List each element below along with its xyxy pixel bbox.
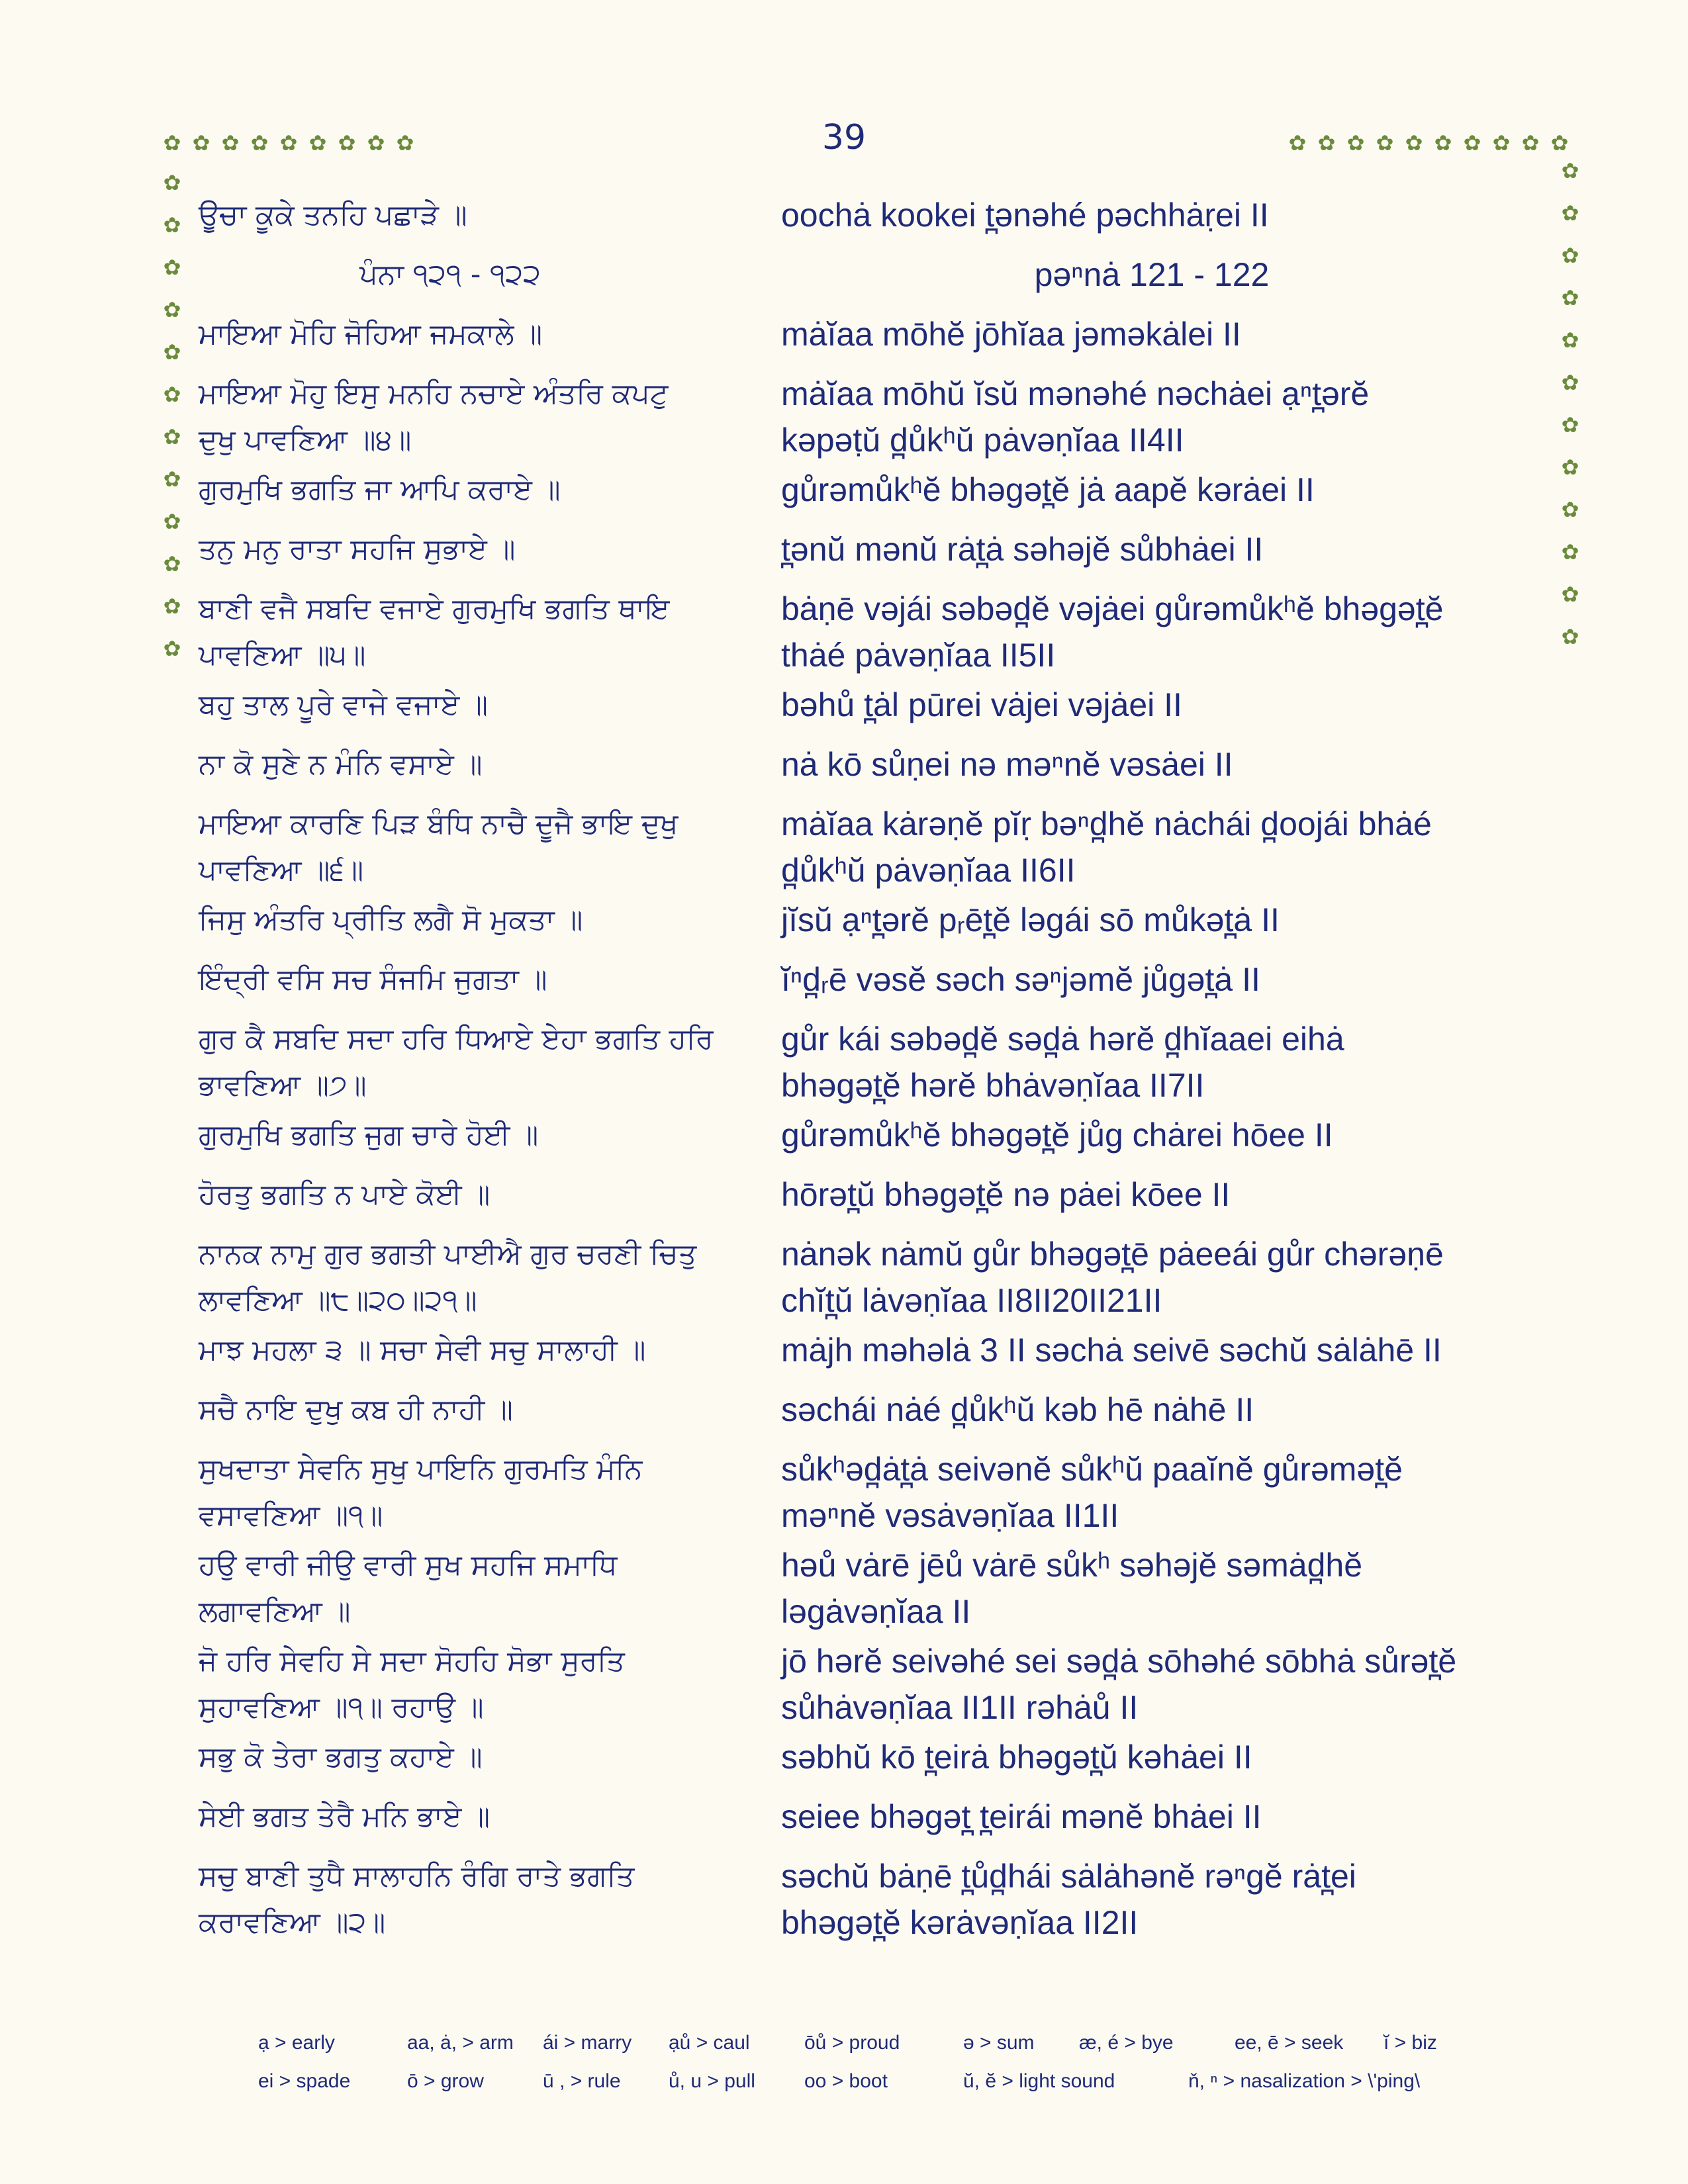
gurmukhi-text: ਮਾਇਆ ਮੋਹੁ ਇਸੁ ਮਨਹਿ ਨਚਾਏ ਅੰਤਰਿ ਕਪਟੁ ਦੁਖੁ ਪਾਵਣਿਆ ॥੪॥: [199, 377, 669, 457]
flower-ornament-icon: ✿: [163, 340, 181, 365]
verse-row: [199, 371, 1536, 467]
transliteration-text: mȧjh məhəlȧ 3 II səchȧ seivē səchŭ sȧlȧhē II: [781, 1332, 1442, 1369]
gurmukhi-text: ਮਾਇਆ ਕਾਰਣਿ ਪਿੜ ਬੰਧਿ ਨਾਚੈ ਦੂਜੈ ਭਾਇ ਦੁਖੁ ਪਾਵਣਿਆ ॥੬॥: [199, 807, 679, 887]
verse-row: [199, 1016, 1536, 1112]
verse-row: [199, 801, 1536, 897]
verse-row: [199, 741, 1536, 801]
transliteration-text: hōrət̪ŭ bhəgət̪ĕ nə pȧei kōee II: [781, 1176, 1231, 1213]
flower-ornament-icon: ✿: [1288, 130, 1307, 156]
legend-item: ei > spade: [258, 2070, 351, 2092]
flower-ornament-icon: ✿: [250, 130, 269, 156]
verse-row: [199, 1112, 1536, 1171]
verse-row: [199, 311, 1536, 371]
flower-ornament-icon: ✿: [1492, 130, 1511, 156]
legend-item: ạ > early: [258, 2032, 335, 2054]
flower-ornament-icon: ✿: [308, 130, 327, 156]
flower-ornament-icon: ✿: [163, 594, 181, 619]
verse-row: [199, 682, 1536, 741]
flower-ornament-icon: ✿: [367, 130, 385, 156]
verse-row: [199, 1638, 1536, 1734]
gurmukhi-text: ਬਾਣੀ ਵਜੈ ਸਬਦਿ ਵਜਾਏ ਗੁਰਮੁਖਿ ਭਗਤਿ ਥਾਇ ਪਾਵਣਿਆ ॥੫॥: [199, 592, 670, 672]
verse-row: [199, 586, 1536, 682]
verse-row: [199, 1387, 1536, 1446]
legend-row: [258, 2032, 1516, 2070]
flower-ornament-icon: ✿: [192, 130, 211, 156]
transliteration-text: sůkʰəd̪ȧt̪ȧ seivənĕ sůkʰŭ paaĭnĕ gůrəmət̪ĕ məⁿnĕ vəsȧvəṇĭaa II1II: [781, 1451, 1403, 1534]
transliteration-text: səchái nȧé d̪ůkʰŭ kəb hē nȧhē II: [781, 1391, 1254, 1428]
legend-item: ů, u > pull: [669, 2070, 755, 2092]
legend-item: ū , > rule: [543, 2070, 621, 2092]
gurmukhi-text: ਨਾਨਕ ਨਾਮੁ ਗੁਰ ਭਗਤੀ ਪਾਈਐ ਗੁਰ ਚਰਣੀ ਚਿਤੁ ਲਾਵਣਿਆ ॥੮॥੨੦॥੨੧॥: [199, 1238, 697, 1317]
legend-item: ň, ⁿ > nasalization > \'ping\: [1188, 2070, 1421, 2092]
flower-ornament-icon: ✿: [1561, 201, 1579, 226]
gurmukhi-text: ਊਚਾ ਕੂਕੇ ਤਨਹਿ ਪਛਾੜੇ ॥: [199, 199, 467, 232]
transliteration-text: nȧnək nȧmŭ gůr bhəgət̪ē pȧeeái gůr chərəṇē chĭt̪ŭ lȧvəṇĭaa II8II20II21II: [781, 1236, 1444, 1319]
flower-ornament-icon: ✿: [279, 130, 298, 156]
gurmukhi-text: ਪੰਨਾ ੧੨੧ - ੧੨੨: [359, 258, 541, 291]
transliteration-text: bəhů t̪ȧl pūrei vȧjei vəjȧei II: [781, 686, 1182, 723]
flower-ornament-icon: ✿: [1561, 412, 1579, 437]
flower-ornament-icon: ✿: [1561, 243, 1579, 268]
flower-ornament-icon: ✿: [396, 130, 414, 156]
flower-ornament-icon: ✿: [163, 130, 181, 156]
gurmukhi-text: ਹੋਰਤੁ ਭਗਤਿ ਨ ਪਾਏ ਕੋਈ ॥: [199, 1178, 491, 1211]
transliteration-text: səchŭ bȧṇē t̪ůd̪hái sȧlȧhənĕ rəⁿgĕ rȧt̪ei bhəgət̪ĕ kərȧvəṇĭaa II2II: [781, 1858, 1356, 1941]
flower-ornament-icon: ✿: [1550, 130, 1569, 156]
gurmukhi-text: ਸਭੁ ਕੋ ਤੇਰਾ ਭਗਤੁ ਕਹਾਏ ॥: [199, 1741, 483, 1774]
verse-row: [199, 192, 1536, 251]
legend-row: [258, 2070, 1516, 2109]
flower-ornament-icon: ✿: [338, 130, 356, 156]
gurmukhi-text: ਮਾਇਆ ਮੋਹਿ ਜੋਹਿਆ ਜਮਕਾਲੇ ॥: [199, 318, 543, 351]
transliteration-text: həů vȧrē jēů vȧrē sůkʰ səhəjĕ səmȧd̪hĕ ləgȧvəṇĭaa II: [781, 1547, 1363, 1630]
verse-row: [199, 1327, 1536, 1387]
gurmukhi-text: ਸਚੁ ਬਾਣੀ ਤੁਧੈ ਸਾਲਾਹਨਿ ਰੰਗਿ ਰਾਤੇ ਭਗਤਿ ਕਰਾਵਣਿਆ ॥੨॥: [199, 1860, 635, 1939]
flower-ornament-icon: ✿: [163, 551, 181, 576]
flower-ornament-icon: ✿: [163, 636, 181, 661]
legend-item: ə > sum: [963, 2032, 1035, 2054]
verse-row: [199, 1853, 1536, 1949]
flower-ornament-icon: ✿: [1376, 130, 1394, 156]
verse-row: [199, 1794, 1536, 1853]
gurmukhi-text: ਸਚੈ ਨਾਇ ਦੁਖੁ ਕਬ ਹੀ ਨਾਹੀ ॥: [199, 1393, 513, 1426]
legend-item: ĭ > biz: [1383, 2032, 1437, 2054]
verse-row: [199, 467, 1536, 526]
verse-row: [199, 1542, 1536, 1638]
transliteration-text: pəⁿnȧ 121 - 122: [1034, 256, 1270, 293]
transliteration-text: jō hərĕ seivəhé sei səd̪ȧ sōhəhé sōbhȧ sůrət̪ĕ sůhȧvəṇĭaa II1II rəhȧů II: [781, 1643, 1457, 1726]
flower-ornament-icon: ✿: [1561, 158, 1579, 183]
legend-item: ōů > proud: [804, 2032, 900, 2054]
legend-item: æ, é > bye: [1079, 2032, 1174, 2054]
flower-ornament-icon: ✿: [1561, 624, 1579, 649]
legend-item: aa, ȧ, > arm: [407, 2032, 514, 2054]
page-number: 39: [821, 118, 867, 158]
gurmukhi-text: ਹਉ ਵਾਰੀ ਜੀਉ ਵਾਰੀ ਸੁਖ ਸਹਜਿ ਸਮਾਧਿ ਲਗਾਵਣਿਆ ॥: [199, 1549, 618, 1628]
pronunciation-legend: [258, 2032, 1516, 2109]
transliteration-text: bȧṇē vəjái səbəd̪ĕ vəjȧei gůrəmůkʰĕ bhəgət̪ĕ thȧé pȧvəṇĭaa II5II: [781, 590, 1444, 674]
legend-item: oo > boot: [804, 2070, 888, 2092]
gurmukhi-text: ਤਨੁ ਮਨੁ ਰਾਤਾ ਸਹਜਿ ਸੁਭਾਏ ॥: [199, 533, 516, 566]
flower-ornament-icon: ✿: [163, 255, 181, 280]
legend-item: ee, ē > seek: [1235, 2032, 1344, 2054]
verse-row: [199, 897, 1536, 956]
flower-ornament-icon: ✿: [1561, 582, 1579, 607]
transliteration-text: seiee bhəgət̪ t̪eirái mənĕ bhȧei II: [781, 1798, 1262, 1835]
transliteration-text: səbhŭ kō t̪eirȧ bhəgət̪ŭ kəhȧei II: [781, 1739, 1252, 1776]
gurmukhi-text: ਨਾ ਕੋ ਸੁਣੇ ਨ ਮੰਨਿ ਵਸਾਏ ॥: [199, 748, 483, 781]
flower-ornament-icon: ✿: [1561, 455, 1579, 480]
gurmukhi-text: ਸੇਈ ਭਗਤ ਤੇਰੈ ਮਨਿ ਭਾਏ ॥: [199, 1800, 491, 1833]
flower-ornament-icon: ✿: [1346, 130, 1365, 156]
flower-ornament-icon: ✿: [1561, 285, 1579, 310]
verse-row: [199, 526, 1536, 586]
flower-ornament-icon: ✿: [163, 170, 181, 195]
verse-row: [199, 956, 1536, 1016]
transliteration-text: mȧĭaa mōhĕ jōhĭaa jəməkȧlei II: [781, 316, 1241, 353]
flower-ornament-icon: ✿: [163, 382, 181, 407]
verse-row: [199, 1171, 1536, 1231]
flower-ornament-icon: ✿: [1561, 497, 1579, 522]
gurmukhi-text: ਜੋ ਹਰਿ ਸੇਵਹਿ ਸੇ ਸਦਾ ਸੋਹਹਿ ਸੋਭਾ ਸੁਰਤਿ ਸੁਹਾਵਣਿਆ ॥੧॥ ਰਹਾਉ ॥: [199, 1645, 625, 1724]
gurmukhi-text: ਜਿਸੁ ਅੰਤਰਿ ਪ੍ਰੀਤਿ ਲਗੈ ਸੋ ਮੁਕਤਾ ॥: [199, 903, 583, 936]
transliteration-text: ĭⁿd̪ᵣē vəsĕ səch səⁿjəmĕ jůgət̪ȧ II: [781, 961, 1260, 998]
legend-item: ō > grow: [407, 2070, 484, 2092]
transliteration-text: gůrəmůkʰĕ bhəgət̪ĕ jůg chȧrei hōee II: [781, 1116, 1333, 1154]
transliteration-text: gůrəmůkʰĕ bhəgət̪ĕ jȧ aapĕ kərȧei II: [781, 471, 1315, 508]
verse-row: [199, 1446, 1536, 1542]
flower-ornament-icon: ✿: [1561, 328, 1579, 353]
flower-ornament-icon: ✿: [163, 467, 181, 492]
flower-ornament-icon: ✿: [163, 424, 181, 449]
gurmukhi-text: ਸੁਖਦਾਤਾ ਸੇਵਨਿ ਸੁਖੁ ਪਾਇਨਿ ਗੁਰਮਤਿ ਮੰਨਿ ਵਸਾਵਣਿਆ ॥੧॥: [199, 1453, 643, 1532]
flower-ornament-icon: ✿: [1434, 130, 1452, 156]
legend-item: ŭ, ĕ > light sound: [963, 2070, 1115, 2092]
gurmukhi-text: ਗੁਰ ਕੈ ਸਬਦਿ ਸਦਾ ਹਰਿ ਧਿਆਏ ਏਹਾ ਭਗਤਿ ਹਰਿ ਭਾਵਣਿਆ ॥੭॥: [199, 1023, 714, 1102]
gurmukhi-text: ਗੁਰਮੁਖਿ ਭਗਤਿ ਜੁਗ ਚਾਰੇ ਹੋਈ ॥: [199, 1118, 539, 1152]
transliteration-text: nȧ kō sůṇei nə məⁿnĕ vəsȧei II: [781, 746, 1233, 783]
flower-ornament-icon: ✿: [1561, 370, 1579, 395]
flower-ornament-icon: ✿: [221, 130, 240, 156]
legend-item: ạů > caul: [669, 2032, 750, 2054]
transliteration-text: gůr kái səbəd̪ĕ səd̪ȧ hərĕ d̪hĭaaei eihȧ bhəgət̪ĕ hərĕ bhȧvəṇĭaa II7II: [781, 1021, 1344, 1104]
verse-row: [199, 1231, 1536, 1327]
verse-table: [199, 192, 1536, 1949]
transliteration-text: oochȧ kookei t̪ənəhé pəchhȧṛei II: [781, 197, 1269, 234]
flower-ornament-icon: ✿: [1561, 539, 1579, 565]
flower-ornament-icon: ✿: [1521, 130, 1540, 156]
gurmukhi-text: ਮਾਝ ਮਹਲਾ ੩ ॥ ਸਚਾ ਸੇਵੀ ਸਚੁ ਸਾਲਾਹੀ ॥: [199, 1334, 646, 1367]
flower-ornament-icon: ✿: [1405, 130, 1423, 156]
flower-ornament-icon: ✿: [163, 509, 181, 534]
transliteration-text: mȧĭaa mōhŭ ĭsŭ mənəhé nəchȧei ạⁿt̪ərĕ kəpəṭŭ d̪ůkʰŭ pȧvəṇĭaa II4II: [781, 375, 1370, 459]
flower-ornament-icon: ✿: [1463, 130, 1481, 156]
flower-ornament-icon: ✿: [1317, 130, 1336, 156]
gurmukhi-text: ਬਹੁ ਤਾਲ ਪੂਰੇ ਵਾਜੇ ਵਜਾਏ ॥: [199, 688, 489, 721]
page-range-heading: [199, 251, 1536, 311]
flower-ornament-icon: ✿: [163, 212, 181, 238]
transliteration-text: jĭsŭ ạⁿt̪ərĕ pᵣēt̪ĕ ləgái sō můkət̪ȧ II: [781, 901, 1280, 938]
legend-item: ái > marry: [543, 2032, 632, 2054]
transliteration-text: mȧĭaa kȧrəṇĕ pĭṛ bəⁿd̪hĕ nȧchái d̪oojái bhȧé d̪ůkʰŭ pȧvəṇĭaa II6II: [781, 805, 1432, 889]
gurmukhi-text: ਗੁਰਮੁਖਿ ਭਗਤਿ ਜਾ ਆਪਿ ਕਰਾਏ ॥: [199, 473, 561, 506]
transliteration-text: t̪ənŭ mənŭ rȧt̪ȧ səhəjĕ sůbhȧei II: [781, 531, 1264, 568]
gurmukhi-text: ਇੰਦ੍ਰੀ ਵਸਿ ਸਚ ਸੰਜਮਿ ਜੁਗਤਾ ॥: [199, 963, 547, 996]
verse-row: [199, 1734, 1536, 1794]
flower-ornament-icon: ✿: [163, 297, 181, 322]
